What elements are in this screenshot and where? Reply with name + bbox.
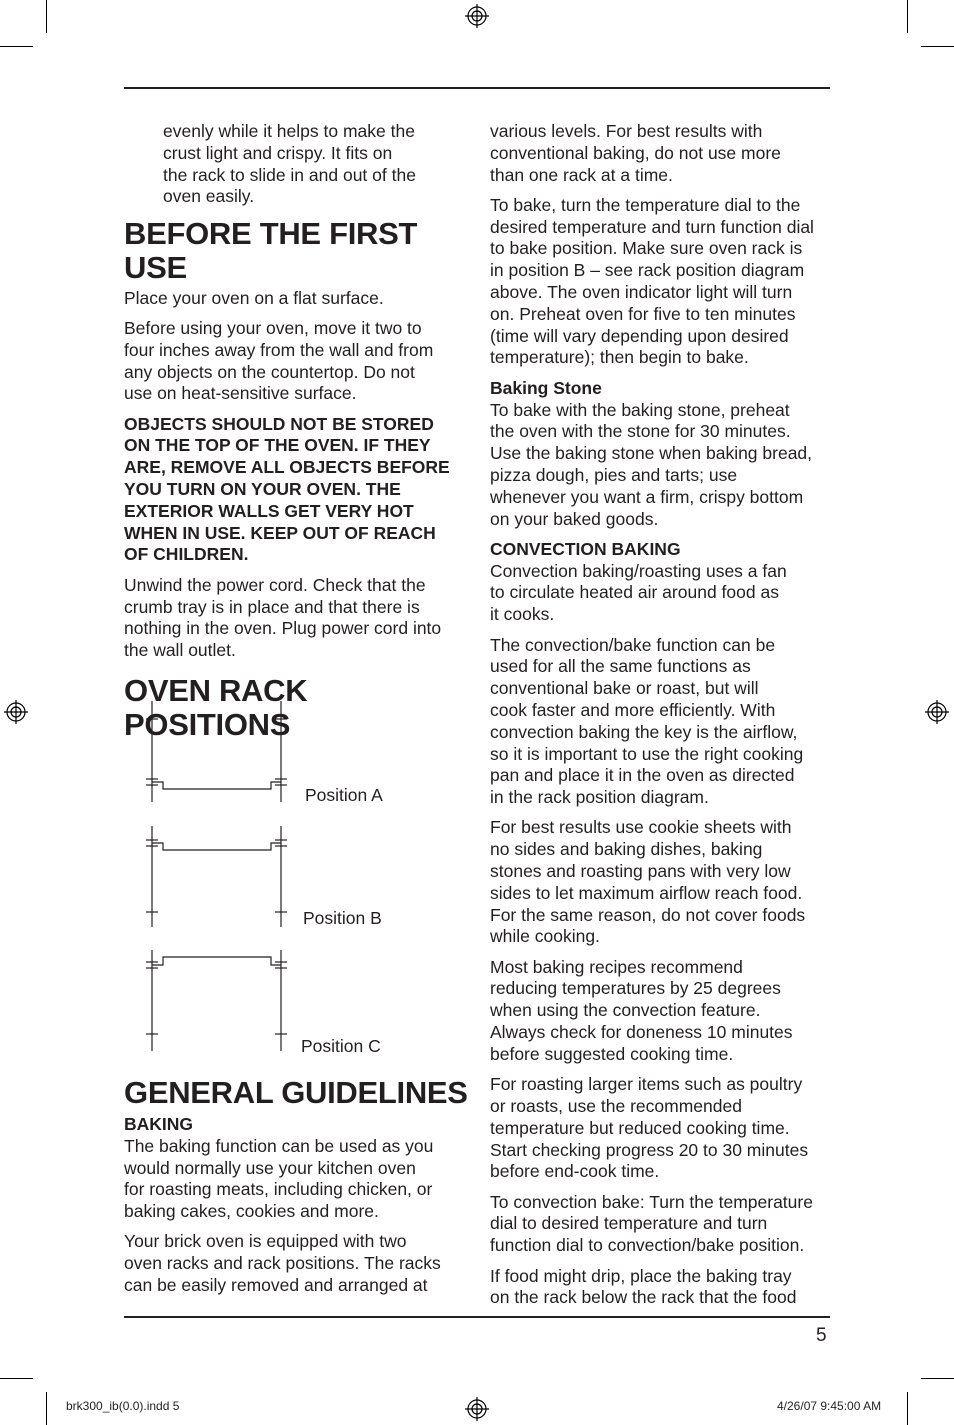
heading-before-first-use: BEFORE THE FIRST USE <box>124 215 418 285</box>
text-line: use on heat-sensitive surface. <box>124 383 357 404</box>
text-line: To convection bake: Turn the temperature <box>490 1191 813 1212</box>
left-column <box>124 121 469 742</box>
text-line: conventional baking, do not use more <box>490 142 781 163</box>
text-line: temperature but reduced cooking time. <box>490 1117 790 1138</box>
text-line: To bake with the baking stone, preheat <box>490 399 790 420</box>
text-line: YOU TURN ON YOUR OVEN. THE <box>124 479 401 500</box>
text-line: The baking function can be used as you <box>124 1135 434 1156</box>
text-line: The convection/bake function can be <box>490 634 776 655</box>
right-column <box>490 121 835 1318</box>
text-line: pan and place it in the oven as directed <box>490 765 795 786</box>
continued-paragraph <box>163 121 469 208</box>
text-line: before end-cook time. <box>490 1161 660 1182</box>
text-line: For roasting larger items such as poultry <box>490 1074 803 1095</box>
text-line: Most baking recipes recommend <box>490 956 743 977</box>
rack-diagram-b <box>146 826 287 927</box>
position-a-label: Position A <box>305 785 383 805</box>
text-line: Before using your oven, move it two to <box>124 317 422 338</box>
text-line: whenever you want a firm, crispy bottom <box>490 486 804 507</box>
footer-file: brk300_ib(0.0).indd 5 <box>66 1399 180 1413</box>
text-line: cook faster and more efficiently. With <box>490 699 776 720</box>
text-line: Convection baking/roasting uses a fan <box>490 560 787 581</box>
footer-datetime: 4/26/07 9:45:00 AM <box>777 1399 882 1413</box>
text-line: stones and roasting pans with very low <box>490 861 791 881</box>
text-line: baking cakes, cookies and more. <box>124 1201 379 1222</box>
text-line: crust light and crispy. It fits on <box>163 142 393 163</box>
text-line: in the rack position diagram. <box>490 787 709 808</box>
top-rule <box>124 87 830 89</box>
paragraph-convection-bake <box>490 635 835 809</box>
rack-diagram-c <box>146 950 287 1051</box>
text-line: to bake position. Make sure oven rack is <box>490 238 803 259</box>
paragraph-roasting <box>490 1074 835 1183</box>
paragraph-baking-stone <box>490 400 835 531</box>
paragraph-recipes <box>490 957 835 1066</box>
text-line: (time will vary depending upon desired <box>490 325 789 346</box>
text-line: before suggested cooking time. <box>490 1043 734 1064</box>
text-line: on the rack below the rack that the food <box>490 1287 797 1308</box>
text-line: the rack to slide in and out of the <box>163 164 416 185</box>
text-line: evenly while it helps to make the <box>163 121 415 141</box>
paragraph-baking <box>124 1136 469 1223</box>
text-line: oven racks and rack positions. The racks <box>124 1253 441 1274</box>
text-line: than one rack at a time. <box>490 164 673 185</box>
text-line: various levels. For best results with <box>490 121 763 141</box>
position-c-label: Position C <box>301 1036 381 1056</box>
paragraph-brick-oven <box>124 1231 469 1296</box>
text-line: If food might drip, place the baking tray <box>490 1265 792 1286</box>
text-line: nothing in the oven. Plug power cord into <box>124 618 442 639</box>
position-b-label: Position B <box>303 908 382 928</box>
text-line: For the same reason, do not cover foods <box>490 904 806 925</box>
text-line: OBJECTS SHOULD NOT BE STORED <box>124 413 434 434</box>
text-line: it cooks. <box>490 604 555 625</box>
text-line: no sides and baking dishes, baking <box>490 839 763 860</box>
text-line: or roasts, use the recommended <box>490 1095 742 1116</box>
subheading-baking: BAKING <box>124 1114 194 1134</box>
text-line: Your brick oven is equipped with two <box>124 1231 407 1252</box>
text-line: function dial to convection/bake position. <box>490 1235 805 1256</box>
text-line: pizza dough, pies and tarts; use <box>490 464 738 485</box>
paragraph-drip <box>490 1266 835 1310</box>
text-line: for roasting meats, including chicken, or <box>124 1179 433 1200</box>
text-line: to circulate heated air around food as <box>490 582 779 603</box>
heading-general-guidelines: GENERAL GUIDELINES <box>124 1075 468 1110</box>
text-line: above. The oven indicator light will turn <box>490 282 793 303</box>
text-line: on. Preheat oven for five to ten minutes <box>490 303 796 324</box>
left-column-lower <box>124 1076 469 1305</box>
text-line: crumb tray is in place and that there is <box>124 596 420 617</box>
text-line: Start checking progress 20 to 30 minutes <box>490 1139 809 1160</box>
text-line: temperature); then begin to bake. <box>490 347 749 368</box>
text-line: Place your oven on a flat surface. <box>124 287 384 308</box>
paragraph-convection-steps <box>490 1192 835 1257</box>
paragraph-to-bake <box>490 195 835 369</box>
paragraph-before-using <box>124 318 469 405</box>
text-line: To bake, turn the temperature dial to the <box>490 194 801 215</box>
paragraph-unwind <box>124 575 469 662</box>
warning-paragraph <box>124 414 469 567</box>
paragraph-cookie-sheets <box>490 817 835 948</box>
text-line: on your baked goods. <box>490 508 659 529</box>
text-line: WHEN IN USE. KEEP OUT OF REACH <box>124 522 436 543</box>
text-line: Unwind the power cord. Check that the <box>124 574 426 595</box>
text-line: the oven with the stone for 30 minutes. <box>490 421 791 442</box>
text-line: any objects on the countertop. Do not <box>124 361 415 382</box>
text-line: OF CHILDREN. <box>124 544 249 565</box>
text-line: would normally use your kitchen oven <box>124 1157 416 1178</box>
text-line: ARE, REMOVE ALL OBJECTS BEFORE <box>124 457 450 478</box>
text-line: oven easily. <box>163 186 255 207</box>
registration-mark-icon <box>465 4 489 28</box>
paragraph-place <box>124 288 469 310</box>
page-number: 5 <box>816 1325 827 1346</box>
paragraph-levels <box>490 121 835 186</box>
text-line: EXTERIOR WALLS GET VERY HOT <box>124 500 414 521</box>
text-line: so it is important to use the right cooking <box>490 743 804 764</box>
subheading-baking-stone: Baking Stone <box>490 377 602 398</box>
text-line: ON THE TOP OF THE OVEN. IF THEY <box>124 435 431 456</box>
text-line: when using the convection feature. <box>490 1000 761 1021</box>
registration-mark-icon <box>4 700 28 724</box>
text-line: Always check for doneness 10 minutes <box>490 1022 793 1043</box>
text-line: sides to let maximum airflow reach food. <box>490 882 803 903</box>
subheading-convection-baking: CONVECTION BAKING <box>490 538 681 559</box>
text-line: while cooking. <box>490 926 600 947</box>
paragraph-convection <box>490 561 835 626</box>
text-line: dial to desired temperature and turn <box>490 1213 768 1234</box>
text-line: Use the baking stone when baking bread, <box>490 443 813 464</box>
text-line: conventional bake or roast, but will <box>490 678 759 699</box>
text-line: convection baking the key is the airflow, <box>490 721 798 742</box>
registration-mark-icon <box>925 700 949 724</box>
text-line: the wall outlet. <box>124 640 236 661</box>
text-line: used for all the same functions as <box>490 656 751 677</box>
text-line: desired temperature and turn function dial <box>490 216 814 237</box>
text-line: can be easily removed and arranged at <box>124 1275 428 1296</box>
heading-oven-rack-positions: OVEN RACK POSITIONS <box>124 672 308 742</box>
text-line: in position B – see rack position diagram <box>490 260 805 281</box>
text-line: For best results use cookie sheets with <box>490 817 792 838</box>
text-line: four inches away from the wall and from <box>124 339 434 360</box>
registration-mark-icon <box>465 1397 489 1421</box>
text-line: reducing temperatures by 25 degrees <box>490 978 781 999</box>
